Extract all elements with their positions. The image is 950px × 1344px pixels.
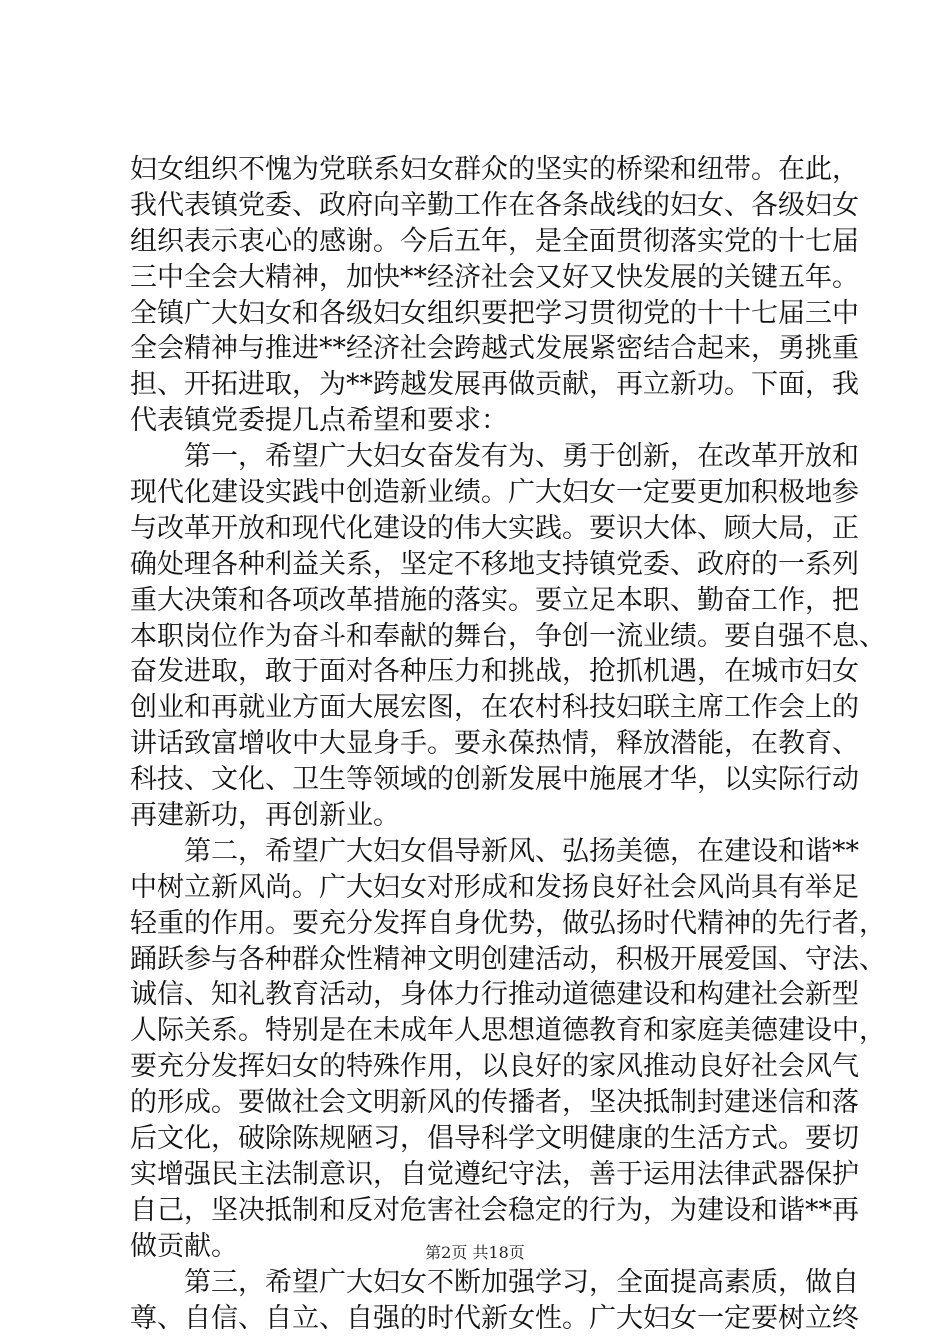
text-line: 自己，坚决抵制和反对危害社会稳定的行为，为建设和谐**再 (130, 1194, 859, 1226)
text-line: 要充分发挥妇女的特殊作用，以良好的家风推动良好社会风气 (130, 1051, 859, 1083)
text-line: 尊、自信、自立、自强的时代新女性。广大妇女一定要树立终 (130, 1302, 859, 1334)
text-line: 的形成。要做社会文明新风的传播者，坚决抵制封建迷信和落 (130, 1087, 859, 1119)
text-line: 全镇广大妇女和各级妇女组织要把学习贯彻党的十十七届三中 (130, 297, 859, 329)
text-line: 全会精神与推进**经济社会跨越式发展紧密结合起来，勇挑重 (130, 333, 859, 365)
text-line: 妇女组织不愧为党联系妇女群众的坚实的桥梁和纽带。在此， (130, 154, 859, 185)
text-line: 科技、文化、卫生等领域的创新发展中施展才华，以实际行动 (130, 764, 859, 796)
text-line: 第一，希望广大妇女奋发有为、勇于创新，在改革开放和 (130, 441, 859, 473)
text-line: 组织表示衷心的感谢。今后五年，是全面贯彻落实党的十七届 (130, 225, 859, 257)
text-line: 讲话致富增收中大显身手。要永葆热情，释放潜能，在教育、 (130, 728, 859, 760)
text-line: 创业和再就业方面大展宏图，在农村科技妇联主席工作会上的 (130, 692, 859, 724)
text-line: 重大决策和各项改革措施的落实。要立足本职、勤奋工作，把 (130, 584, 859, 616)
text-line: 现代化建设实践中创造新业绩。广大妇女一定要更加积极地参 (130, 477, 859, 509)
text-line: 轻重的作用。要充分发挥自身优势，做弘扬时代精神的先行者， (130, 907, 886, 939)
text-line: 第三，希望广大妇女不断加强学习，全面提高素质，做自 (130, 1266, 859, 1298)
text-line: 实增强民主法制意识，自觉遵纪守法，善于运用法律武器保护 (130, 1158, 859, 1190)
body-text (130, 152, 886, 1336)
text-line: 后文化，破除陈规陋习，倡导科学文明健康的生活方式。要切 (130, 1123, 859, 1155)
text-line: 再建新功，再创新业。 (130, 800, 400, 832)
text-line: 本职岗位作为奋斗和奉献的舞台，争创一流业绩。要自强不息、 (130, 620, 886, 652)
text-line: 踊跃参与各种群众性精神文明创建活动，积极开展爱国、守法、 (130, 943, 886, 975)
text-line: 人际关系。特别是在未成年人思想道德教育和家庭美德建设中， (130, 1015, 886, 1047)
text-line: 三中全会大精神，加快**经济社会又好又快发展的关键五年。 (130, 261, 859, 293)
text-line: 奋发进取，敢于面对各种压力和挑战，抢抓机遇，在城市妇女 (130, 656, 859, 688)
text-line: 我代表镇党委、政府向辛勤工作在各条战线的妇女、各级妇女 (130, 189, 859, 221)
text-line: 代表镇党委提几点希望和要求： (130, 405, 508, 437)
text-line: 诚信、知礼教育活动，身体力行推动道德建设和构建社会新型 (130, 979, 859, 1011)
text-line: 与改革开放和现代化建设的伟大实践。要识大体、顾大局，正 (130, 512, 859, 544)
text-line: 第二，希望广大妇女倡导新风、弘扬美德，在建设和谐** (130, 835, 859, 867)
page-footer: 第2页 共18页 (425, 1243, 525, 1262)
text-line: 确处理各种利益关系，坚定不移地支持镇党委、政府的一系列 (130, 548, 859, 580)
text-line: 中树立新风尚。广大妇女对形成和发扬良好社会风尚具有举足 (130, 871, 859, 903)
text-line: 做贡献。 (130, 1230, 238, 1262)
text-line: 担、开拓进取，为**跨越发展再做贡献，再立新功。下面，我 (130, 369, 859, 401)
